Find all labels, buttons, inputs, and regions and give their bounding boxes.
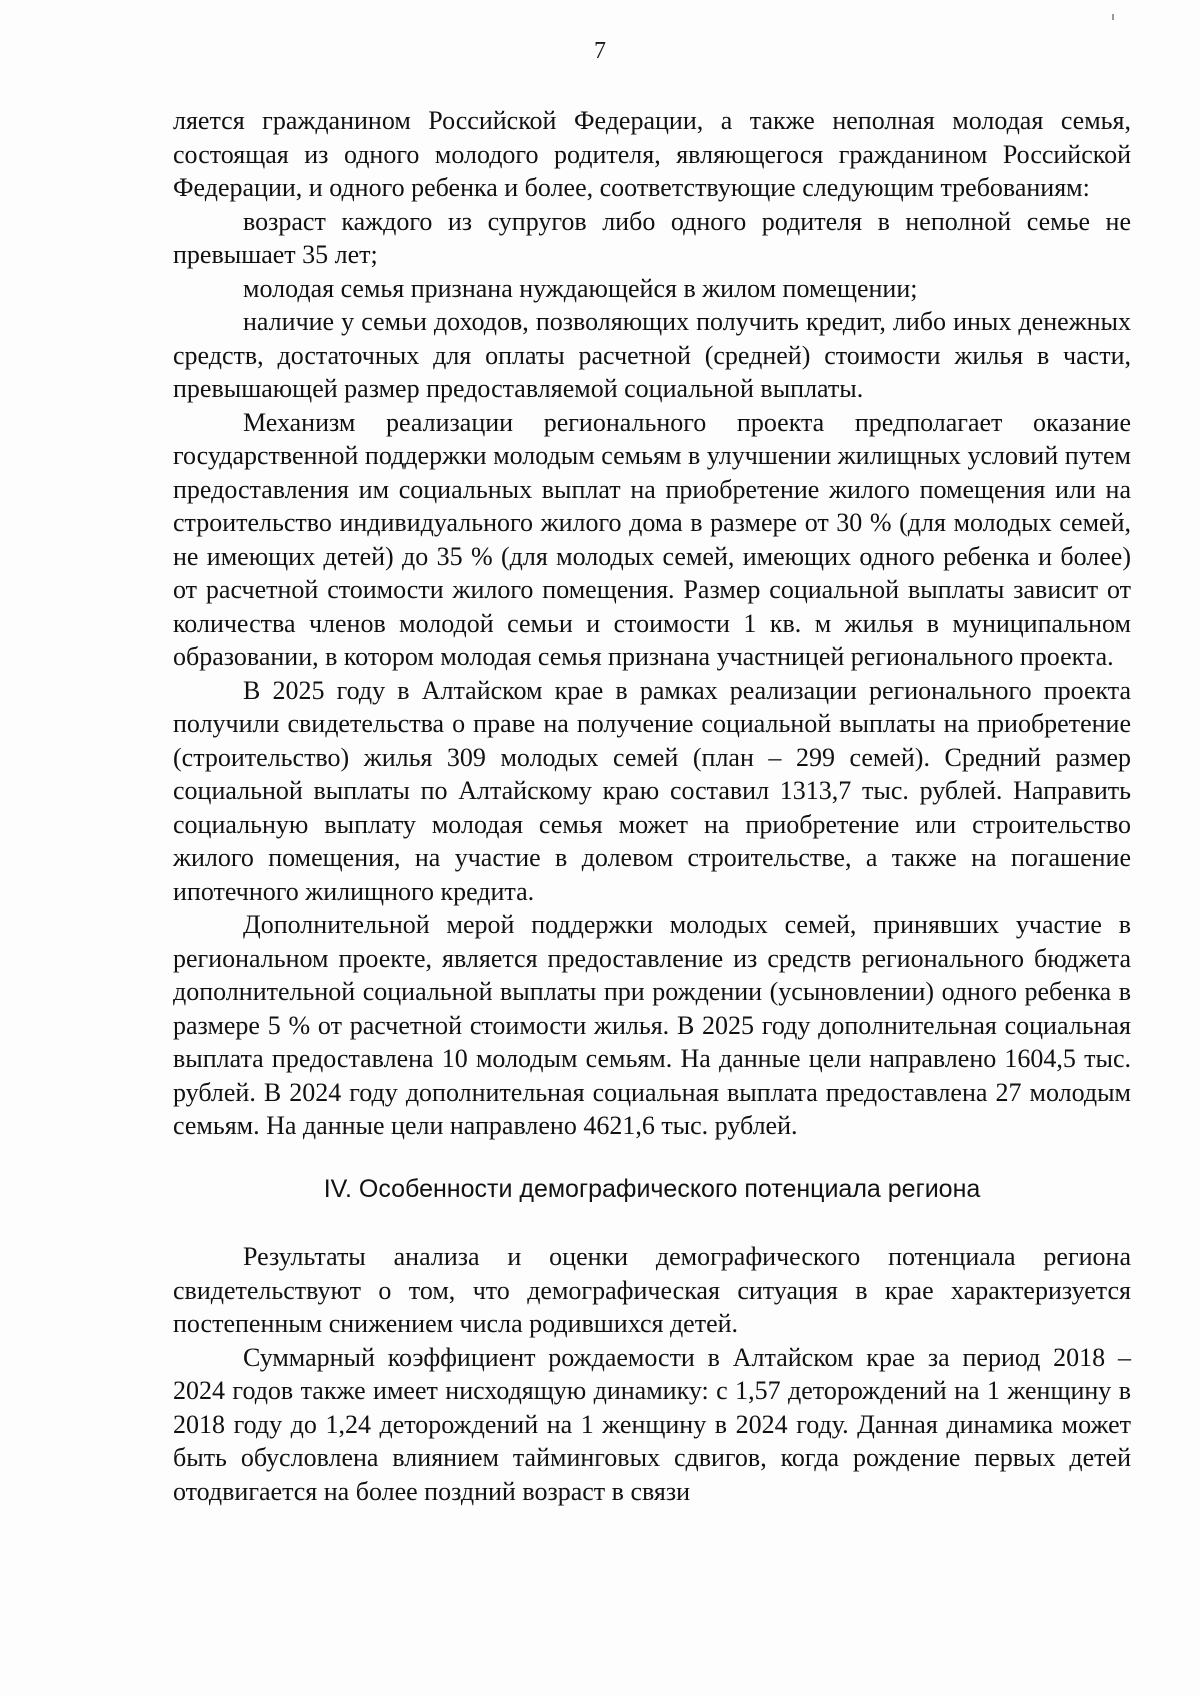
paragraph-fertility-rate: Суммарный коэффициент рождаемости в Алтайском крае за период 2018 – 2024 годов также имеет нисходящую динамику: с 1,57 деторождений на 1 женщину в 2018 году до 1,24 деторождений на 1 женщину в 2024 году. Данная динамика может быть обусловлена влиянием тайминговых сдвигов, когда рождение первых детей отодвигается на более поздний возраст в связи [173,1342,1131,1506]
paragraph-additional-support: Дополнительной мерой поддержки молодых семей, принявших участие в региональном проекте, является предоставление из средств регионального бюджета дополнительной социальной выплаты при рождении (усыновлении) одного ребенка в размере 5 % от расчетной стоимости жилья. В 2025 году дополнительная социальная выплата предоставлена 10 молодым семьям. На данные цели направлено 1604,5 тыс. рублей. В 2024 году дополнительная социальная выплата предоставлена 27 молодым семьям. На данные цели направлено 4621,6 тыс. рублей. [173,910,1131,1140]
paragraph-age-requirement: возраст каждого из супругов либо одного родителя в неполной семье не превышает 35 лет; [173,206,1131,269]
page-number: 7 [594,38,606,64]
paragraph-continuation: ляется гражданином Российской Федерации, а также неполная молодая семья, состоящая из одного молодого родителя, являющегося гражданином Российской Федерации, и одного ребенка и более, соответствующие следующим требованиям: [173,106,1131,202]
scan-artifact-mark [1112,14,1114,20]
paragraph-housing-need: молодая семья признана нуждающейся в жилом помещении; [243,273,918,303]
paragraph-2025-results: В 2025 году в Алтайском крае в рамках реализации регионального проекта получили свидетельства о праве на получение социальной выплаты на приобретение (строительство) жилья 309 молодых семей (план – 299 семей). Средний размер социальной выплаты по Алтайскому краю составил 1313,7 тыс. рублей. Направить социальную выплату молодая семья может на приобретение или строительство жилого помещения, на участие в долевом строительстве, а также на погашение ипотечного жилищного кредита. [173,675,1131,906]
paragraph-analysis-results: Результаты анализа и оценки демографического потенциала региона свидетельствуют о том, что демографическая ситуация в крае характеризуется постепенным снижением числа родившихся детей. [173,1242,1131,1338]
paragraph-project-mechanism: Механизм реализации регионального проекта предполагает оказание государственной поддержки молодым семьям в улучшении жилищных условий путем предоставления им социальных выплат на приобретение жилого помещения или на строительство индивидуального жилого дома в размере от 30 % (для молодых семей, не имеющих детей) до 35 % (для молодых семей, имеющих одного ребенка и более) от расчетной стоимости жилого помещения. Размер социальной выплаты зависит от количества членов молодой семьи и стоимости 1 кв. м жилья в муниципальном образовании, в котором молодая семья признана участницей регионального проекта. [173,407,1131,671]
paragraph-income-requirement: наличие у семьи доходов, позволяющих получить кредит, либо иных денежных средств, достаточных для оплаты расчетной (средней) стоимости жилья в части, превышающей размер предоставляемой социальной выплаты. [173,307,1131,403]
document-body [173,104,1131,1508]
section-heading: IV. Особенности демографического потенциала региона [323,1174,981,1203]
